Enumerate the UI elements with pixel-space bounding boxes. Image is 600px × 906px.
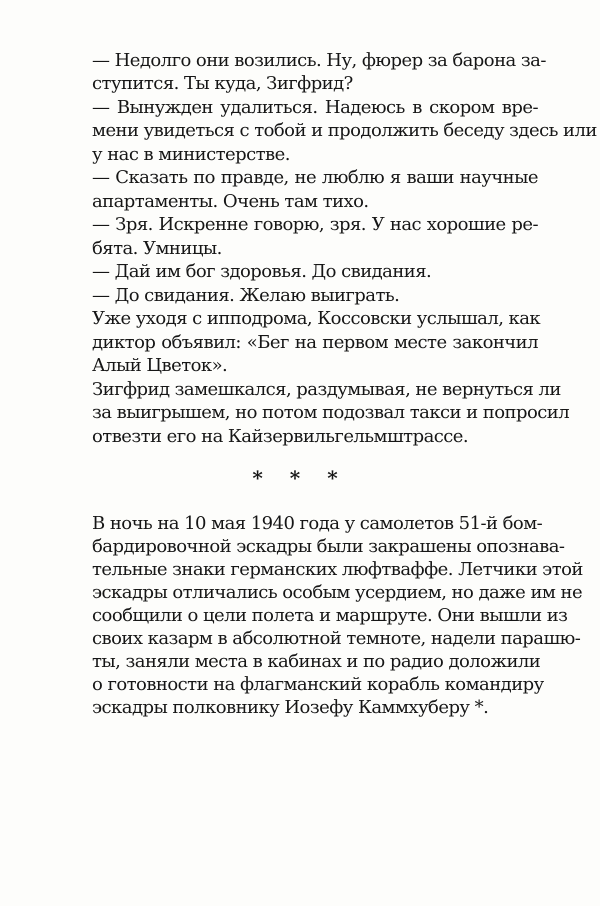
text-line: апартаменты. Очень там тихо. [92, 191, 369, 212]
text-line: диктор объявил: «Бег на первом месте закончил [92, 332, 538, 353]
text-line: отвезти его на Кайзервильгельмштрассе. [92, 426, 469, 447]
text-line: у нас в министерстве. [92, 144, 290, 165]
text-line: В ночь на 10 мая 1940 года у самолетов 51-й бом- [92, 513, 543, 534]
text-line: — Зря. Искренне говорю, зря. У нас хорошие ре- [92, 214, 538, 235]
text-line: за выигрышем, но потом подозвал такси и попросил [92, 402, 570, 423]
text-line: мени увидеться с тобой и продолжить беседу здесь или [92, 120, 597, 141]
text-line: эскадры полковнику Иозефу Каммхуберу *. [92, 697, 489, 718]
text-line: Уже уходя с ипподрома, Коссовски услышал, как [92, 308, 541, 329]
text-line: сообщили о цели полета и маршруте. Они вышли из [92, 605, 568, 626]
text-line: — До свидания. Желаю выиграть. [92, 285, 400, 306]
text-line: — Вынужден удалиться. Надеюсь в скором вре- [92, 97, 538, 118]
text-line: Зигфрид замешкался, раздумывая, не вернуться ли [92, 379, 561, 400]
text-line: — Дай им бог здоровья. До свидания. [92, 261, 432, 282]
text-line: бята. Умницы. [92, 238, 222, 259]
section-separator: * * * [252, 466, 348, 490]
text-line: ты, заняли места в кабинах и по радио доложили [92, 651, 541, 672]
text-line: о готовности на флагманский корабль командиру [92, 674, 544, 695]
text-line: Алый Цветок». [92, 355, 228, 376]
text-line: — Недолго они возились. Ну, фюрер за барона за- [92, 50, 546, 71]
text-line: ступится. Ты куда, Зигфрид? [92, 73, 353, 94]
text-line: тельные знаки германских люфтваффе. Летчики этой [92, 559, 583, 580]
text-line: эскадры отличались особым усердием, но даже им не [92, 582, 583, 603]
text-line: бардировочной эскадры были закрашены опознава- [92, 536, 565, 557]
text-line: своих казарм в абсолютной темноте, надели парашю- [92, 628, 581, 649]
text-line: — Сказать по правде, не люблю я ваши научные [92, 167, 538, 188]
